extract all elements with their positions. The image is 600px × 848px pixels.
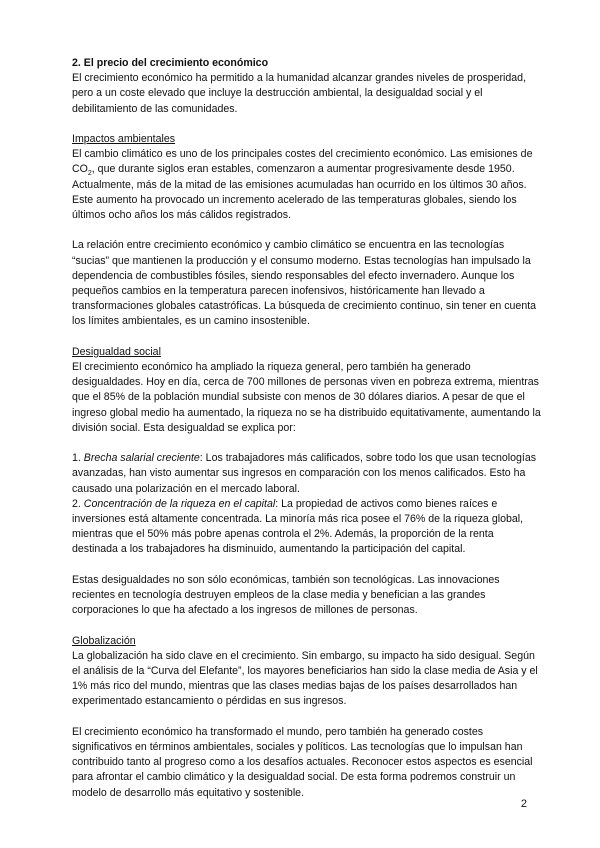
page-number: 2: [520, 798, 527, 810]
conclusion-paragraph: El crecimiento económico ha transformado el mundo, pero también ha generado costes significativos en términos ambientales, sociales y políticos. Las tecnologías que lo impulsan han contribuido tanto al progreso como a los desafíos actuales. Reconocer estos aspectos es esencial para afrontar el cambio climático y la desigualdad social. De esta forma podremos construir un modelo de desarrollo más equitativo y sostenible.: [72, 725, 533, 799]
list-item: 2. Concentración de la riqueza en el capital: La propiedad de activos como bienes raíces e inversiones está altamente concentrada. La minoría más rica posee el 76% de la riqueza global, mientras que el 50% más pobre apenas controla el 2%. Además, la proporción de la renta destinada a los trabajadores ha disminuido, aumentando la participación del capital.: [72, 497, 524, 556]
impacts-heading: Impactos ambientales: [72, 133, 176, 145]
inequality-paragraph-2: Estas desigualdades no son sólo económicas, también son tecnológicas. Las innovaciones recientes en tecnología destruyen empleos de la clase media y benefician a las grandes corporaciones lo que ha afectado a los ingresos de millones de personas.: [72, 573, 500, 617]
impacts-paragraph-2: La relación entre crecimiento económico y cambio climático se encuentra en las tecnologías “sucias” que mantienen la producción y el consumo moderno. Estas tecnologías han impulsado la dependencia de combustibles fósiles, siendo responsables del efecto invernadero. Aunque los pequeños cambios en la temperatura parecen inofensivos, históricamente han llevado a transformaciones globales catastróficas. La búsqueda de crecimiento continuo, sin tener en cuenta los límites ambientales, es un camino insostenible.: [72, 239, 537, 328]
inequality-paragraph-1: El crecimiento económico ha ampliado la riqueza general, pero también ha generado desigualdades. Hoy en día, cerca de 700 millones de personas viven en pobreza extrema, mientras que el 85% de la población mundial subsiste con menos de 30 dólares diarios. A pesar de que el ingreso global medio ha aumentado, la riqueza no se ha distribuido equitativamente, aumentando la división social. Esta desigualdad se explica por:: [72, 361, 541, 434]
globalization-paragraph-1: La globalización ha sido clave en el crecimiento. Sin embargo, su impacto ha sido desigual. Según el análisis de la “Curva del Elefante”, los mayores beneficiarios han sido la clase media de Asia y el 1% más rico del mundo, mientras que las clases medias bajas de los países desarrollados han experimentado estancamiento o pérdidas en sus ingresos.: [72, 649, 538, 708]
section-title: 2. El precio del crecimiento económico: [72, 57, 269, 69]
globalization-heading: Globalización: [72, 634, 136, 647]
impacts-paragraph-1: El cambio climático es uno de los principales costes del crecimiento económico. Las emisiones de $CO_2$, que durante siglos eran estables, comenzaron a aumentar progresivamente desde 1950. Actualmente, más de la mitad de las emisiones acumuladas han ocurrido en los últimos 30 años. Este aumento ha provocado un incremento acelerado de las temperaturas globales, siendo los últimos ocho años los más cálidos registrados.: [72, 148, 533, 222]
list-item: 1. Brecha salarial creciente: Los trabajadores más calificados, sobre todo los que usan tecnologías avanzadas, han visto aumentar sus ingresos en comparación con los menos calificados. Esto ha causado una polarización en el mercado laboral.: [72, 452, 537, 495]
intro-paragraph: El crecimiento económico ha permitido a la humanidad alcanzar grandes niveles de prosperidad, pero a un coste elevado que incluye la destrucción ambiental, la desigualdad social y el debilitamiento de las comunidades.: [72, 72, 527, 115]
document-page: [72, 56, 542, 801]
inequality-heading: Desigualdad social: [72, 345, 161, 358]
